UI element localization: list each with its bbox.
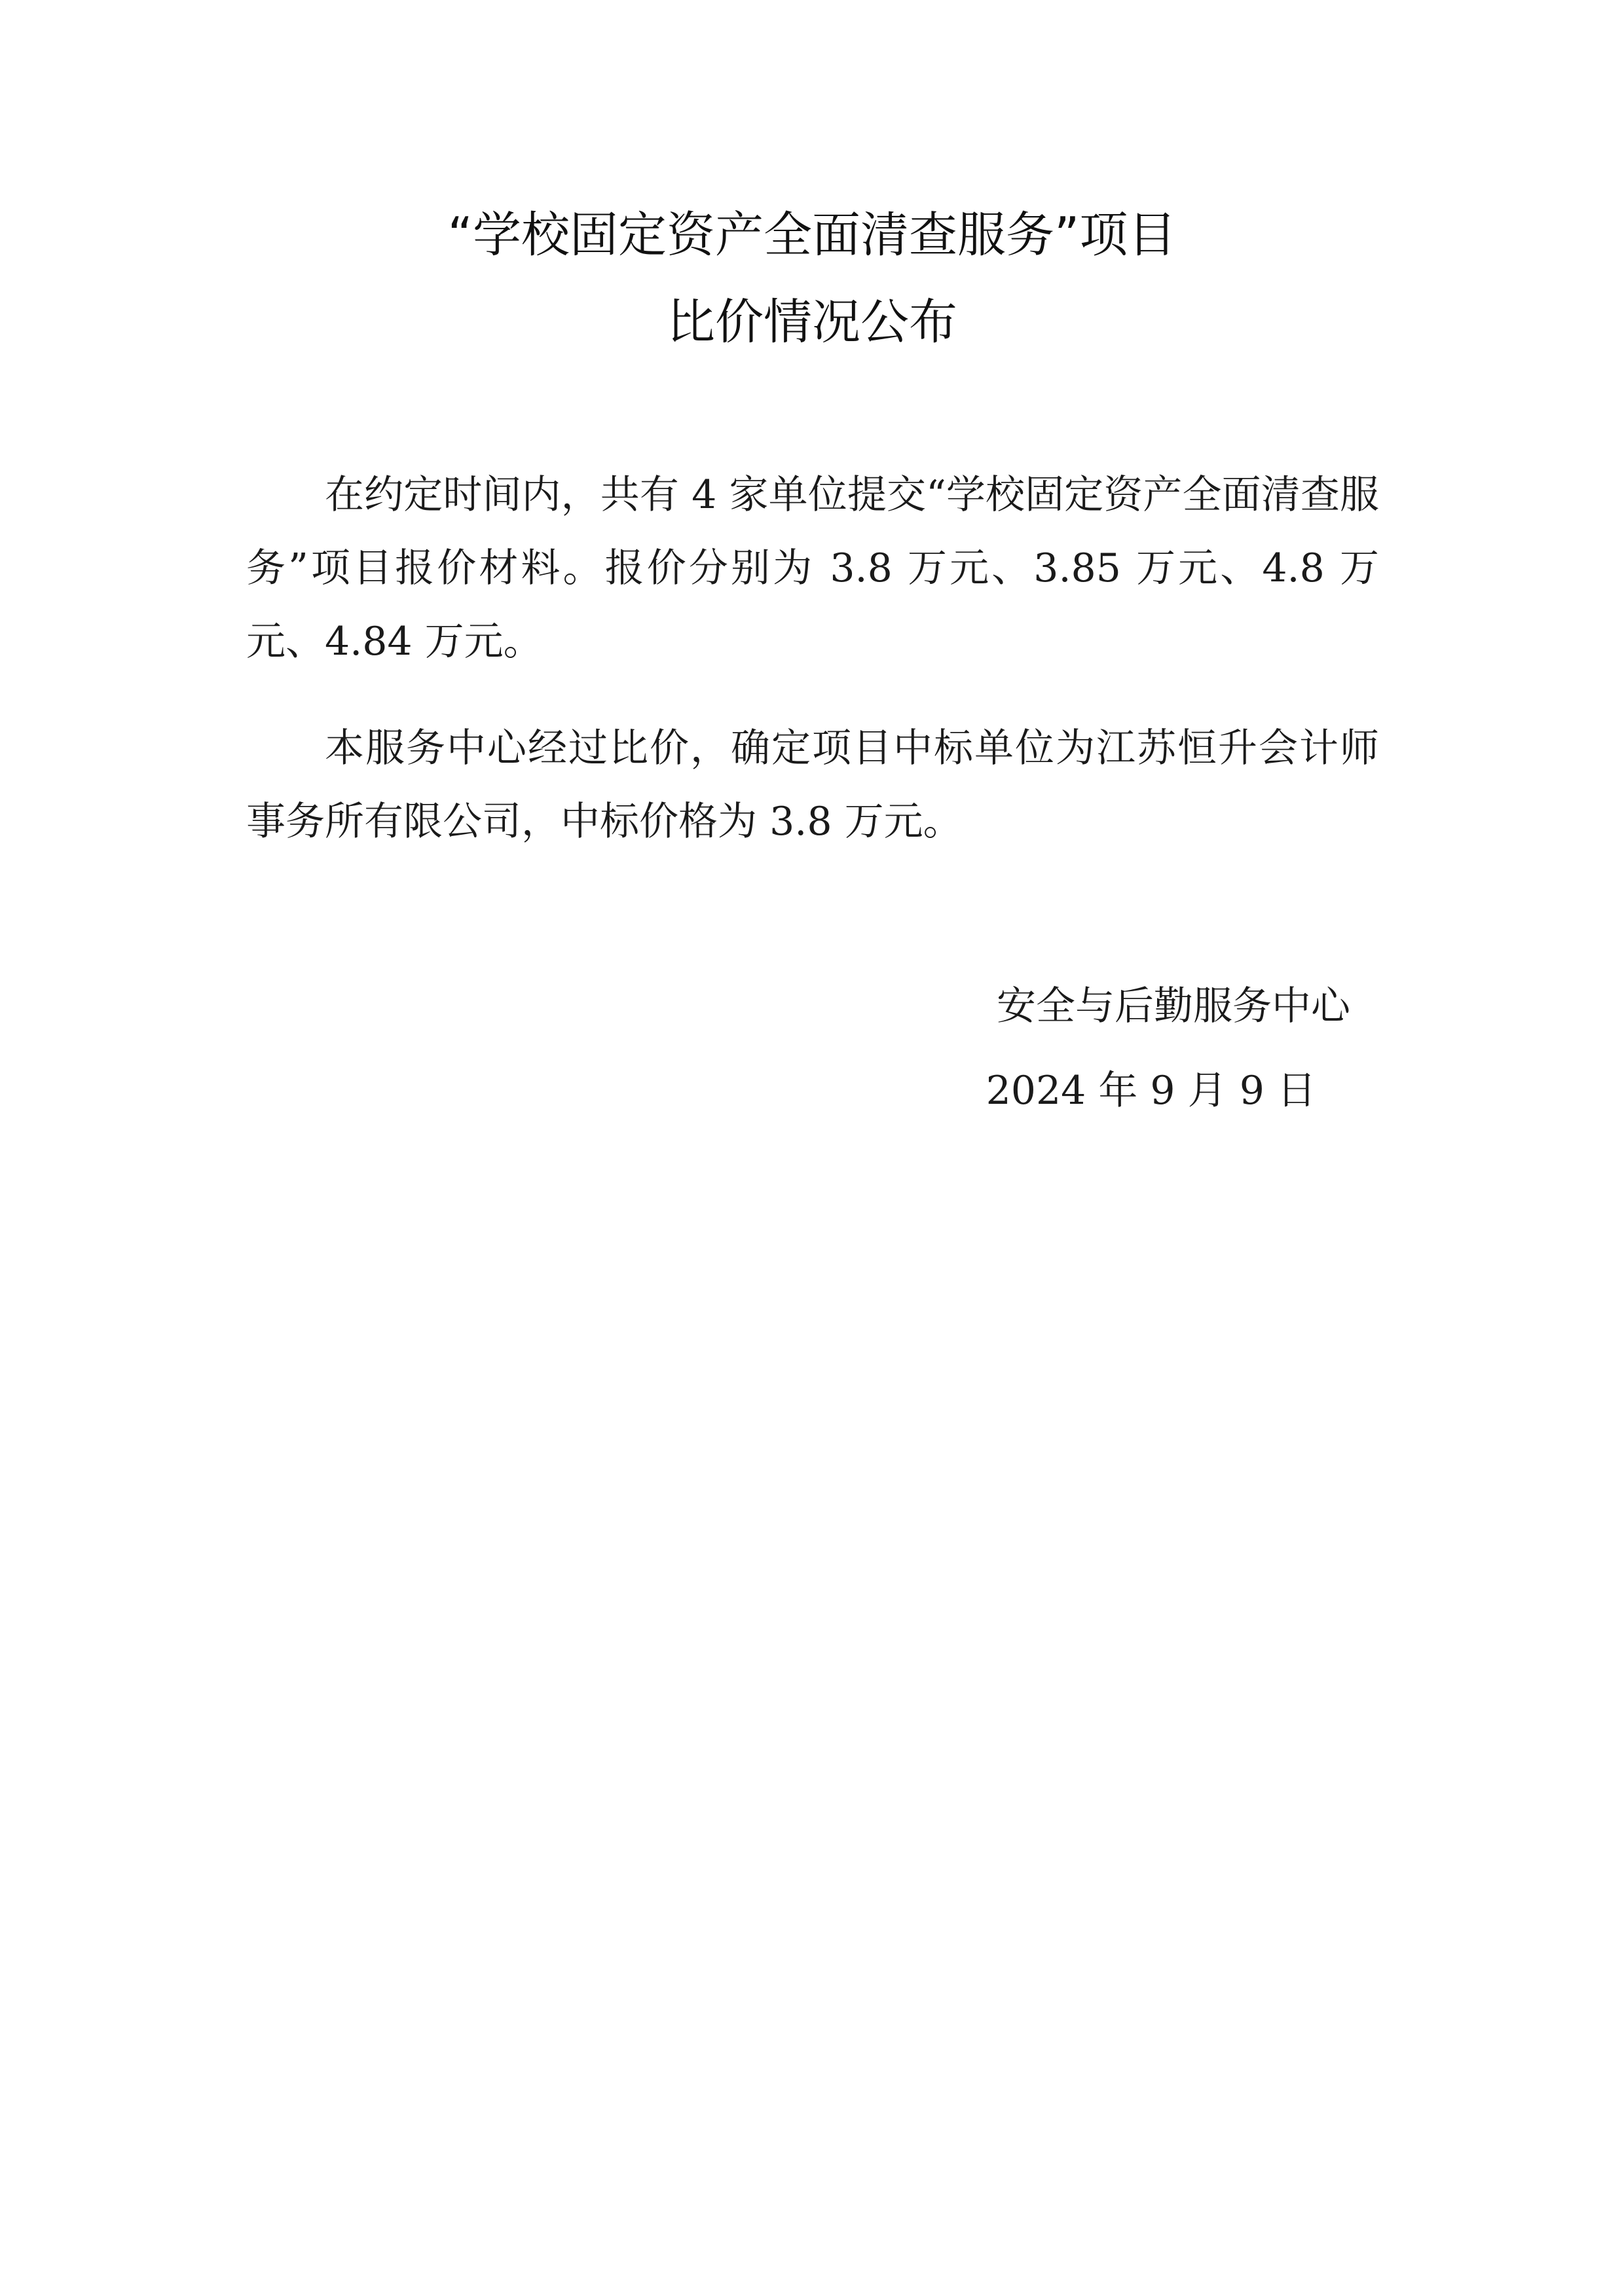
body-paragraph-bids: 在约定时间内，共有 4 家单位提交“学校固定资产全面清查服务”项目报价材料。报价分别为 3.8 万元、3.85 万元、4.8 万元、4.84 万元。 bbox=[246, 472, 1379, 665]
body-paragraph-winner: 本服务中心经过比价，确定项目中标单位为江苏恒升会计师事务所有限公司，中标价格为 3.8 万元。 bbox=[246, 725, 1379, 845]
signature-organization: 安全与后勤服务中心 bbox=[997, 983, 1350, 1029]
document-title-line-2: 比价情况公布 bbox=[667, 294, 957, 350]
document-title-line-1: “学校固定资产全面清查服务”项目 bbox=[447, 207, 1177, 263]
signature-date: 2024 年 9 月 9 日 bbox=[986, 1068, 1316, 1114]
